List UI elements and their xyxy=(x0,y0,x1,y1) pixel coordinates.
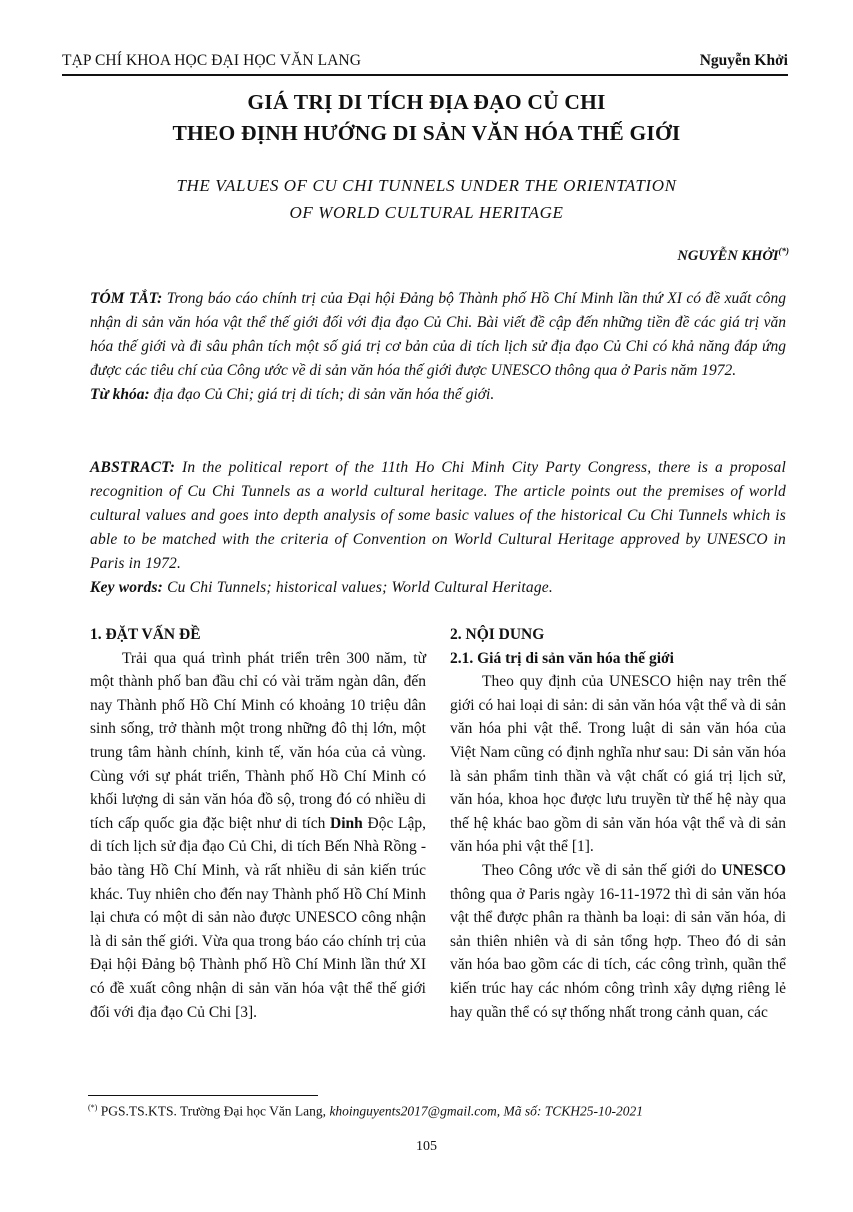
byline xyxy=(677,246,789,265)
footnote-email-code: khoinguyents2017@gmail.com, Mã số: TCKH25-10-2021 xyxy=(329,1103,643,1119)
paragraph-bold-text: UNESCO xyxy=(721,861,786,879)
article-title-vn xyxy=(0,87,853,149)
section-2-1-heading: 2.1. Giá trị di sản văn hóa thế giới xyxy=(450,649,674,667)
footnote-affiliation: PGS.TS.KTS. Trường Đại học Văn Lang, xyxy=(97,1103,330,1119)
paragraph-bold-text: Dinh xyxy=(330,814,363,832)
en-abstract xyxy=(90,456,786,600)
en-abstract-text: In the political report of the 11th Ho Chi Minh City Party Congress, there is a proposal recognition of Cu Chi Tunnels as a world cultural heritage. The article points out the premises of world cultural values and goes into depth analysis of some basic values of the historical Cu Chi Tunnels which is able to be matched with the criteria of Convention on World Cultural Heritage approved by UNESCO in Paris in 1972. xyxy=(90,459,786,572)
footnote-marker: (*) xyxy=(778,246,789,256)
vn-abstract-body xyxy=(90,287,786,383)
section-2-paragraph-1: Theo quy định của UNESCO hiện nay trên thế giới có hai loại di sản: di sản văn hóa vật thể và di sản văn hóa phi vật thể. Trong luật di sản văn hóa của Việt Nam cũng có định nghĩa như sau: Di sản văn hóa là sản phẩm tinh thần và vật chất có giá trị lịch sử, văn hóa, khoa học được lưu truyền từ thế hệ này qua thế hệ khác bao gồm di sản văn hóa vật thể và di sản văn hóa phi vật thể [1]. xyxy=(450,673,786,856)
en-keywords-text: Cu Chi Tunnels; historical values; World Cultural Heritage. xyxy=(163,579,553,596)
page-number: 105 xyxy=(416,1139,437,1154)
vn-keywords-label: Từ khóa: xyxy=(90,386,150,403)
en-title-line-1: THE VALUES OF CU CHI TUNNELS UNDER THE ORIENTATION xyxy=(176,176,677,195)
section-1-heading: 1. ĐẶT VẤN ĐỀ xyxy=(90,626,201,643)
vn-abstract xyxy=(90,287,786,407)
author-name: NGUYỄN KHỞI xyxy=(677,247,779,264)
paragraph-text: Trải qua quá trình phát triển trên 300 năm, từ một thành phố ban đầu chỉ có vài trăm ngàn dân, đến nay Thành phố Hồ Chí Minh có khoảng 10 triệu dân sinh sống, trở thành một trong những đô thị lớn, một trung tâm hành chính, kinh tế, văn hóa của cả vùng. Cùng với sự phát triển, Thành phố Hồ Chí Minh có khối lượng di sản văn hóa đồ sộ, trong đó có nhiều di tích cấp quốc gia đặc biệt như di tích xyxy=(90,649,426,832)
section-2-paragraph-2 xyxy=(450,859,786,1024)
paragraph-text: thông qua ở Paris ngày 16-11-1972 thì di sản văn hóa vật thể được phân ra thành ba loại: di sản văn hóa, di sản thiên nhiên và di sản tổng hợp. Theo đó di sản văn hóa bao gồm các di tích, các công trình, quần thể kiến trúc hay các nhóm công trình xây dựng riêng lẻ hay quần thể có sự thống nhất trong cảnh quan, các xyxy=(450,885,786,1021)
paragraph-text: Độc Lập, di tích lịch sử địa đạo Củ Chi, di tích Bến Nhà Rồng - bảo tàng Hồ Chí Minh, và rất nhiều di sản kiến trúc khác. Tuy nhiên cho đến nay Thành phố Hồ Chí Minh lại chưa có một di sản nào được UNESCO công nhận là di sản thế giới. Vừa qua trong báo cáo chính trị của Đại hội Đảng bộ Thành phố Hồ Chí Minh lần thứ XI có đề xuất công nhận di sản văn hóa vật thể thế giới đối với địa đạo Củ Chi [3]. xyxy=(90,814,426,1021)
running-head xyxy=(62,50,788,76)
article-title-en xyxy=(0,172,853,226)
vn-abstract-label: TÓM TẮT: xyxy=(90,290,163,307)
left-column xyxy=(90,623,426,1024)
en-abstract-label: ABSTRACT: xyxy=(90,459,176,476)
footnote-divider xyxy=(88,1095,318,1096)
title-line-2: THEO ĐỊNH HƯỚNG DI SẢN VĂN HÓA THẾ GIỚI xyxy=(172,121,681,145)
right-column xyxy=(450,623,786,1024)
journal-name: TẠP CHÍ KHOA HỌC ĐẠI HỌC VĂN LANG xyxy=(62,52,362,69)
en-keywords-label: Key words: xyxy=(90,579,164,596)
footnote-marker: (*) xyxy=(88,1103,98,1112)
en-abstract-body xyxy=(90,456,786,576)
en-keywords xyxy=(90,576,786,600)
vn-keywords xyxy=(90,383,786,407)
vn-keywords-text: địa đạo Củ Chi; giá trị di tích; di sản văn hóa thế giới. xyxy=(149,386,495,403)
title-line-1: GIÁ TRỊ DI TÍCH ĐỊA ĐẠO CỦ CHI xyxy=(247,90,606,114)
running-head-author: Nguyễn Khởi xyxy=(699,52,788,69)
paragraph-text: Theo Công ước về di sản thế giới do xyxy=(482,861,722,879)
section-2-heading: 2. NỘI DUNG xyxy=(450,626,545,643)
footnote xyxy=(88,1103,643,1120)
vn-abstract-text: Trong báo cáo chính trị của Đại hội Đảng bộ Thành phố Hồ Chí Minh lần thứ XI có đề xuất công nhận di sản văn hóa vật thể thế giới đối với địa đạo Củ Chi. Bài viết đề cập đến những tiền đề các giá trị văn hóa thế giới và đi sâu phân tích một số giá trị cơ bản của di tích lịch sử địa đạo Củ Chi có khả năng đáp ứng được các tiêu chí của Công ước về di sản văn hóa thế giới được UNESCO thông qua ở Paris năm 1972. xyxy=(90,290,786,379)
en-title-line-2: OF WORLD CULTURAL HERITAGE xyxy=(289,203,564,222)
section-1-paragraph xyxy=(90,647,426,1025)
